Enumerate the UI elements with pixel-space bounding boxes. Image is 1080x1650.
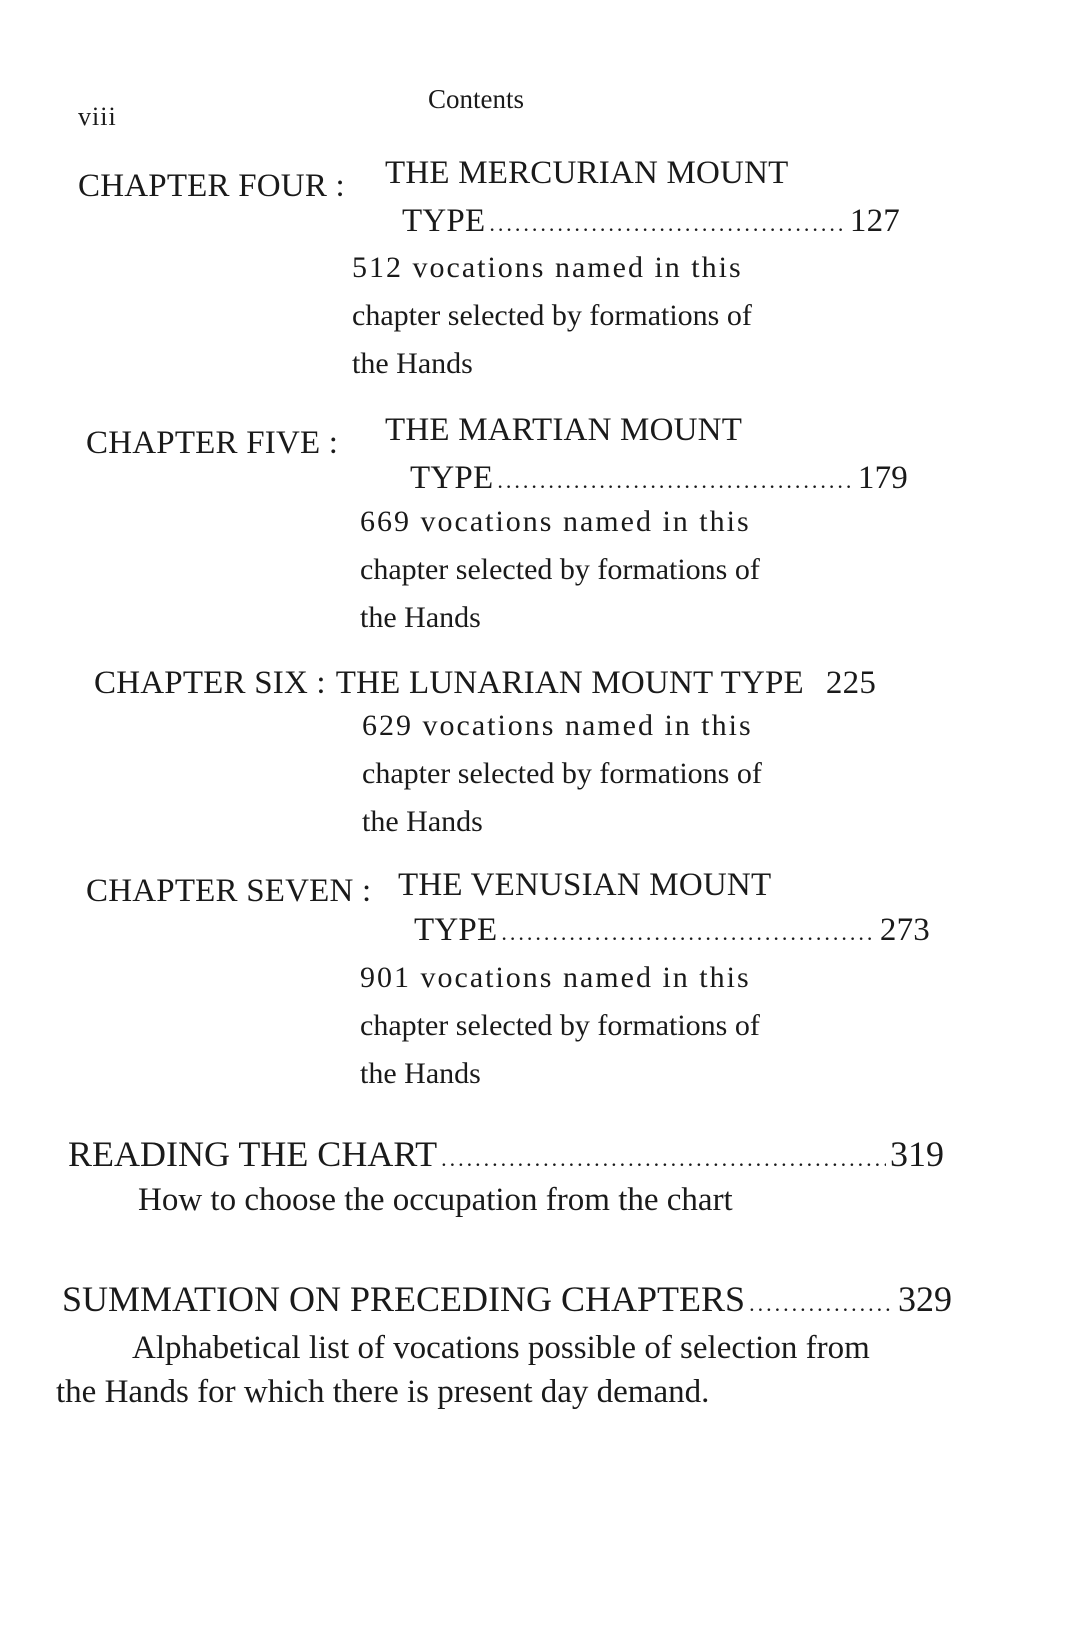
dot-leader <box>489 211 846 237</box>
description-line: the Hands for which there is present day demand. <box>56 1374 710 1410</box>
chapter-title-cont: TYPE <box>410 460 494 496</box>
description-line: 629 vocations named in this <box>362 709 753 742</box>
page-number: 319 <box>890 1134 944 1174</box>
description-line: the Hands <box>360 601 481 634</box>
chapter-label: CHAPTER SEVEN : <box>86 873 372 909</box>
reading-heading-line <box>68 1133 944 1175</box>
chapter-title-cont: TYPE <box>414 912 498 948</box>
description-line: the Hands <box>352 347 473 380</box>
chapter-title-cont: TYPE <box>402 203 486 239</box>
summation-heading-line <box>62 1278 952 1320</box>
description-line: 901 vocations named in this <box>360 961 751 994</box>
chapter-title-continued <box>410 460 908 497</box>
chapter-title: THE VENUSIAN MOUNT <box>398 867 772 903</box>
description-line: the Hands <box>360 1057 481 1090</box>
description-line: 512 vocations named in this <box>352 251 743 284</box>
description-line: chapter selected by formations of <box>360 1009 760 1042</box>
dot-leader <box>497 468 854 494</box>
chapter-title-continued <box>402 203 900 240</box>
dot-leader <box>441 1146 886 1172</box>
dot-leader <box>749 1291 894 1317</box>
reading-subtitle: How to choose the occupation from the chart <box>138 1182 733 1218</box>
running-head: Contents <box>428 84 525 114</box>
chapter-title: THE LUNARIAN MOUNT TYPE <box>335 665 804 701</box>
page-number: 127 <box>849 203 900 239</box>
summation-title: SUMMATION ON PRECEDING CHAPTERS <box>62 1279 746 1319</box>
page-number: 273 <box>879 912 930 948</box>
chapter-title: THE MARTIAN MOUNT <box>385 412 743 448</box>
chapter-description <box>352 244 752 388</box>
chapter-description <box>360 954 760 1098</box>
reading-title: READING THE CHART <box>68 1134 438 1174</box>
description-line: 669 vocations named in this <box>360 505 751 538</box>
description-line: chapter selected by formations of <box>352 299 752 332</box>
dot-leader <box>501 920 876 946</box>
description-line: the Hands <box>362 805 483 838</box>
chapter-label: CHAPTER FOUR : <box>78 168 345 204</box>
description-line: chapter selected by formations of <box>362 757 762 790</box>
description-line: Alphabetical list of vocations possible of selection from <box>132 1330 870 1366</box>
chapter-description <box>360 498 760 642</box>
chapter-title-continued <box>414 912 930 949</box>
chapter-title: THE MERCURIAN MOUNT <box>385 155 789 191</box>
folio-number: viii <box>78 102 117 131</box>
page-number: 179 <box>857 460 908 496</box>
summation-description <box>56 1326 870 1414</box>
page-number: 225 <box>825 665 877 701</box>
description-line: chapter selected by formations of <box>360 553 760 586</box>
chapter-description <box>362 702 762 846</box>
page-number: 329 <box>898 1279 952 1319</box>
chapter-label: CHAPTER SIX : <box>94 665 326 701</box>
chapter-heading-line <box>94 665 914 702</box>
chapter-label: CHAPTER FIVE : <box>86 425 339 461</box>
